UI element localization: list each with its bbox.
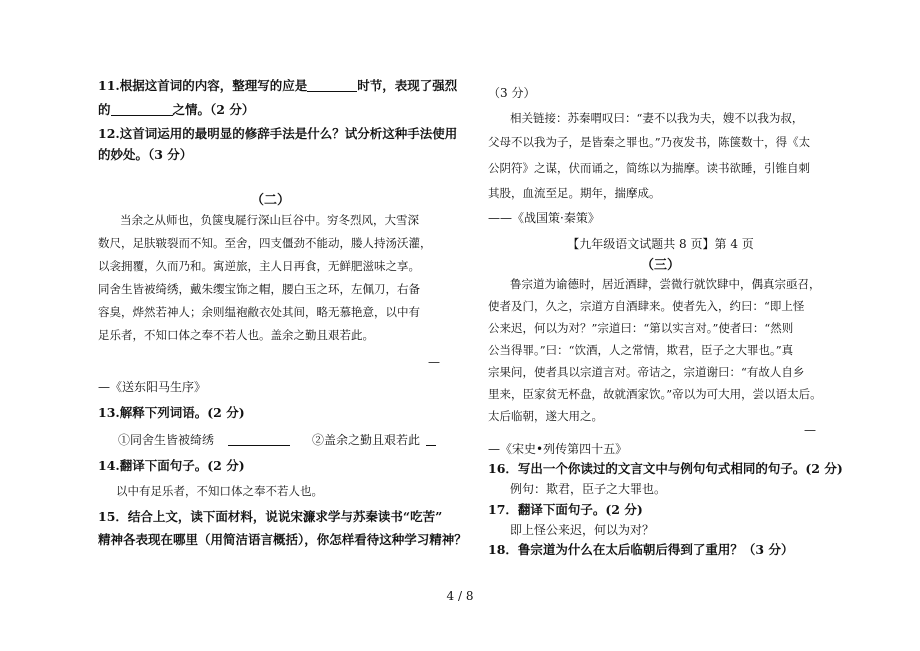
answer-blank-emotion[interactable] [111,103,173,116]
question-11-line-1 [98,78,457,94]
answer-blank-season[interactable] [307,79,357,92]
question-11-text: 11.根据这首词的内容，整理写的应是 [98,78,308,93]
question-11-line-2 [98,102,254,118]
answer-blank-q13-1[interactable] [228,433,290,446]
question-13: 13.解释下列词语。(2 分) [98,405,245,420]
related-link-line: 其股，血流至足。期年，揣摩成。 [488,186,661,200]
passage-three-source: —《宋史•列传第四十五》 [488,442,628,456]
related-link-source: ——《战国策·秦策》 [488,211,600,225]
dash-mark: — [804,423,816,437]
question-12-line-2: 的妙处。（3 分） [98,147,193,162]
question-13-item-2 [312,432,436,448]
question-15-line-1: 15．结合上文，读下面材料，说说宋濂求学与苏秦读书“吃苦” [98,509,443,524]
page-number: 4 / 8 [446,589,474,603]
page-header: 【九年级语文试题共 8 页】第 4 页 [567,237,754,251]
question-13-item-1-text: ①同舍生皆被绮绣 [118,433,215,447]
passage-two-line: 以衾拥覆，久而乃和。寓逆旅，主人日再食，无鲜肥滋味之享。 [98,259,420,273]
question-12-line-1: 12.这首词运用的最明显的修辞手法是什么？试分析这种手法使用 [98,126,458,141]
question-15-score: （3 分） [488,86,536,100]
passage-two-line: 当余之从师也，负箧曳屣行深山巨谷中。穷冬烈风，大雪深 [120,213,419,227]
section-three-heading: （三） [640,258,680,273]
passage-three-line: 公当得罪。”曰：“饮酒，人之常情，欺君，臣子之大罪也。”真 [488,343,794,357]
question-11-text-mid: 时节，表现了强烈 [357,78,458,93]
passage-three-line: 鲁宗道为谕德时，居近酒肆，尝微行就饮肆中，偶真宗亟召， [510,277,821,291]
passage-three-line: 宗果问，使者具以宗道言对。帝诘之，宗道谢曰：“有故人自乡 [488,365,805,379]
passage-two-line: 容臭，烨然若神人；余则缊袍敝衣处其间，略无慕艳意，以中有 [98,305,420,319]
passage-three-line: 使者及门，久之，宗道方自酒肆来。使者先入，约曰：“即上怪 [488,299,805,313]
question-11-text-end: 之情。（2 分） [172,102,255,117]
question-17-sentence: 即上怪公来迟，何以为对？ [510,523,655,537]
passage-three-line: 公来迟，何以为对？”宗道曰：“第以实言对。”使者曰：“然则 [488,321,794,335]
question-17: 17．翻译下面句子。(2 分) [488,502,643,517]
question-13-item-2-text: ②盖余之勤且艰若此 [312,433,421,447]
question-13-item-1 [118,432,290,448]
answer-blank-q13-2[interactable] [426,433,436,446]
question-11-de: 的 [98,102,111,117]
question-16-example: 例句：欺君，臣子之大罪也。 [510,482,667,496]
section-two-heading: （二） [250,193,290,208]
question-18: 18．鲁宗道为什么在太后临朝后得到了重用？（3 分） [488,542,794,557]
passage-two-line: 数尺，足肤皲裂而不知。至舍，四支僵劲不能动，媵人持汤沃灌， [98,236,432,250]
dash-mark: — [428,355,440,369]
passage-two-line: 足乐者，不知口体之奉不若人也。盖余之勤且艰若此。 [98,328,374,342]
question-14: 14.翻译下面句子。(2 分) [98,458,245,473]
question-14-sentence: 以中有足乐者，不知口体之奉不若人也。 [116,484,323,498]
related-link-line: 相关链接：苏秦喟叹曰：“妻不以我为夫，嫂不以我为叔， [510,111,804,125]
question-15-line-2: 精神各表现在哪里（用简洁语言概括），你怎样看待这种学习精神？ [98,532,467,547]
related-link-line: 公阴符》之谋，伏而诵之，简练以为揣摩。读书欲睡，引锥自刺 [488,161,810,175]
passage-two-line: 同舍生皆被绮绣，戴朱缨宝饰之帽，腰白玉之环，左佩刀，右备 [98,282,420,296]
question-16: 16．写出一个你读过的文言文中与例句句式相同的句子。(2 分) [488,461,843,476]
passage-three-line: 里来，臣家贫无杯盘，故就酒家饮。”帝以为可大用，尝以语太后。 [488,387,822,401]
related-link-line: 父母不以我为子，是皆秦之罪也。”乃夜发书，陈箧数十，得《太 [488,135,811,149]
passage-two-source: —《送东阳马生序》 [98,380,207,394]
passage-three-line: 太后临朝，遂大用之。 [488,409,603,423]
